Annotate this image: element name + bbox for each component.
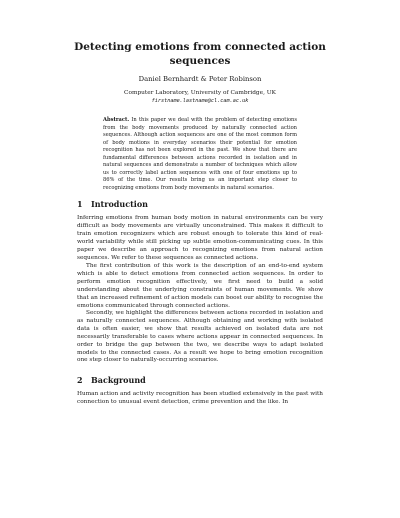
section-heading-background xyxy=(77,375,146,385)
paper-authors: Daniel Bernhardt & Peter Robinson xyxy=(138,75,262,83)
abstract xyxy=(103,117,297,192)
paper-affiliation: Computer Laboratory, University of Cambridge, UK xyxy=(124,90,276,96)
section-title: Background xyxy=(91,375,146,385)
paragraph: The first contribution of this work is the description of an end-to-end system which is able to detect emotions from connected action sequences. In order to perform emotion recognition effectively, we first need to build a solid understanding about the underlying constraints of human movements. We show that an increased refinement of action models can boost our ability to recognise the emotions communicated through connected actions. xyxy=(77,263,323,309)
abstract-text: In this paper we deal with the problem of detecting emotions from the body movements produced by naturally connected action sequences. Although action sequences are one of the most common form of body motions in everyday scenarios their potential for emotion recognition has not been explored in the past. We show that there are fundamental differences between actions recorded in isolation and in natural sequences and demonstrate a number of techniques which allow us to correctly label action sequences with one of four emotions up to 86% of the time. Our results bring us an important step closer to recognizing emotions from body movements in natural scenarios. xyxy=(103,117,298,191)
section-number: 1 xyxy=(77,199,83,209)
paper-email: firstname.lastname@cl.cam.ac.uk xyxy=(151,98,249,104)
paragraph: Inferring emotions from human body motion in natural environments can be very difficult as body movements are virtually unconstrained. This makes it difficult to train emotion recognizers which are robust enough to tolerate this kind of real-world variability while still picking up subtle emotion-communicating cues. In this paper we describe an approach to recognizing emotions from natural action sequences. We refer to these sequences as connected actions. xyxy=(77,215,323,261)
paragraph: Human action and activity recognition has been studied extensively in the past with connection to unusual event detection, crime prevention and the like. In xyxy=(77,391,323,405)
abstract-label: Abstract. xyxy=(103,117,130,123)
paper-title: Detecting emotions from connected action sequences xyxy=(74,41,326,67)
section-title: Introduction xyxy=(91,199,148,209)
section-heading-introduction xyxy=(77,199,148,209)
section-number: 2 xyxy=(77,375,83,385)
paragraph: Secondly, we highlight the differences between actions recorded in isolation and as naturally connected sequences. Although obtaining and working with isolated data is often easier, we show that results achieved on isolated data are not necessarily transferable to cases where actions appear in connected sequences. In order to bridge the gap between the two, we describe ways to adapt isolated models to the connected cases. As a result we hope to bring emotion recognition one step closer to naturally-occurring scenarios. xyxy=(77,310,323,364)
